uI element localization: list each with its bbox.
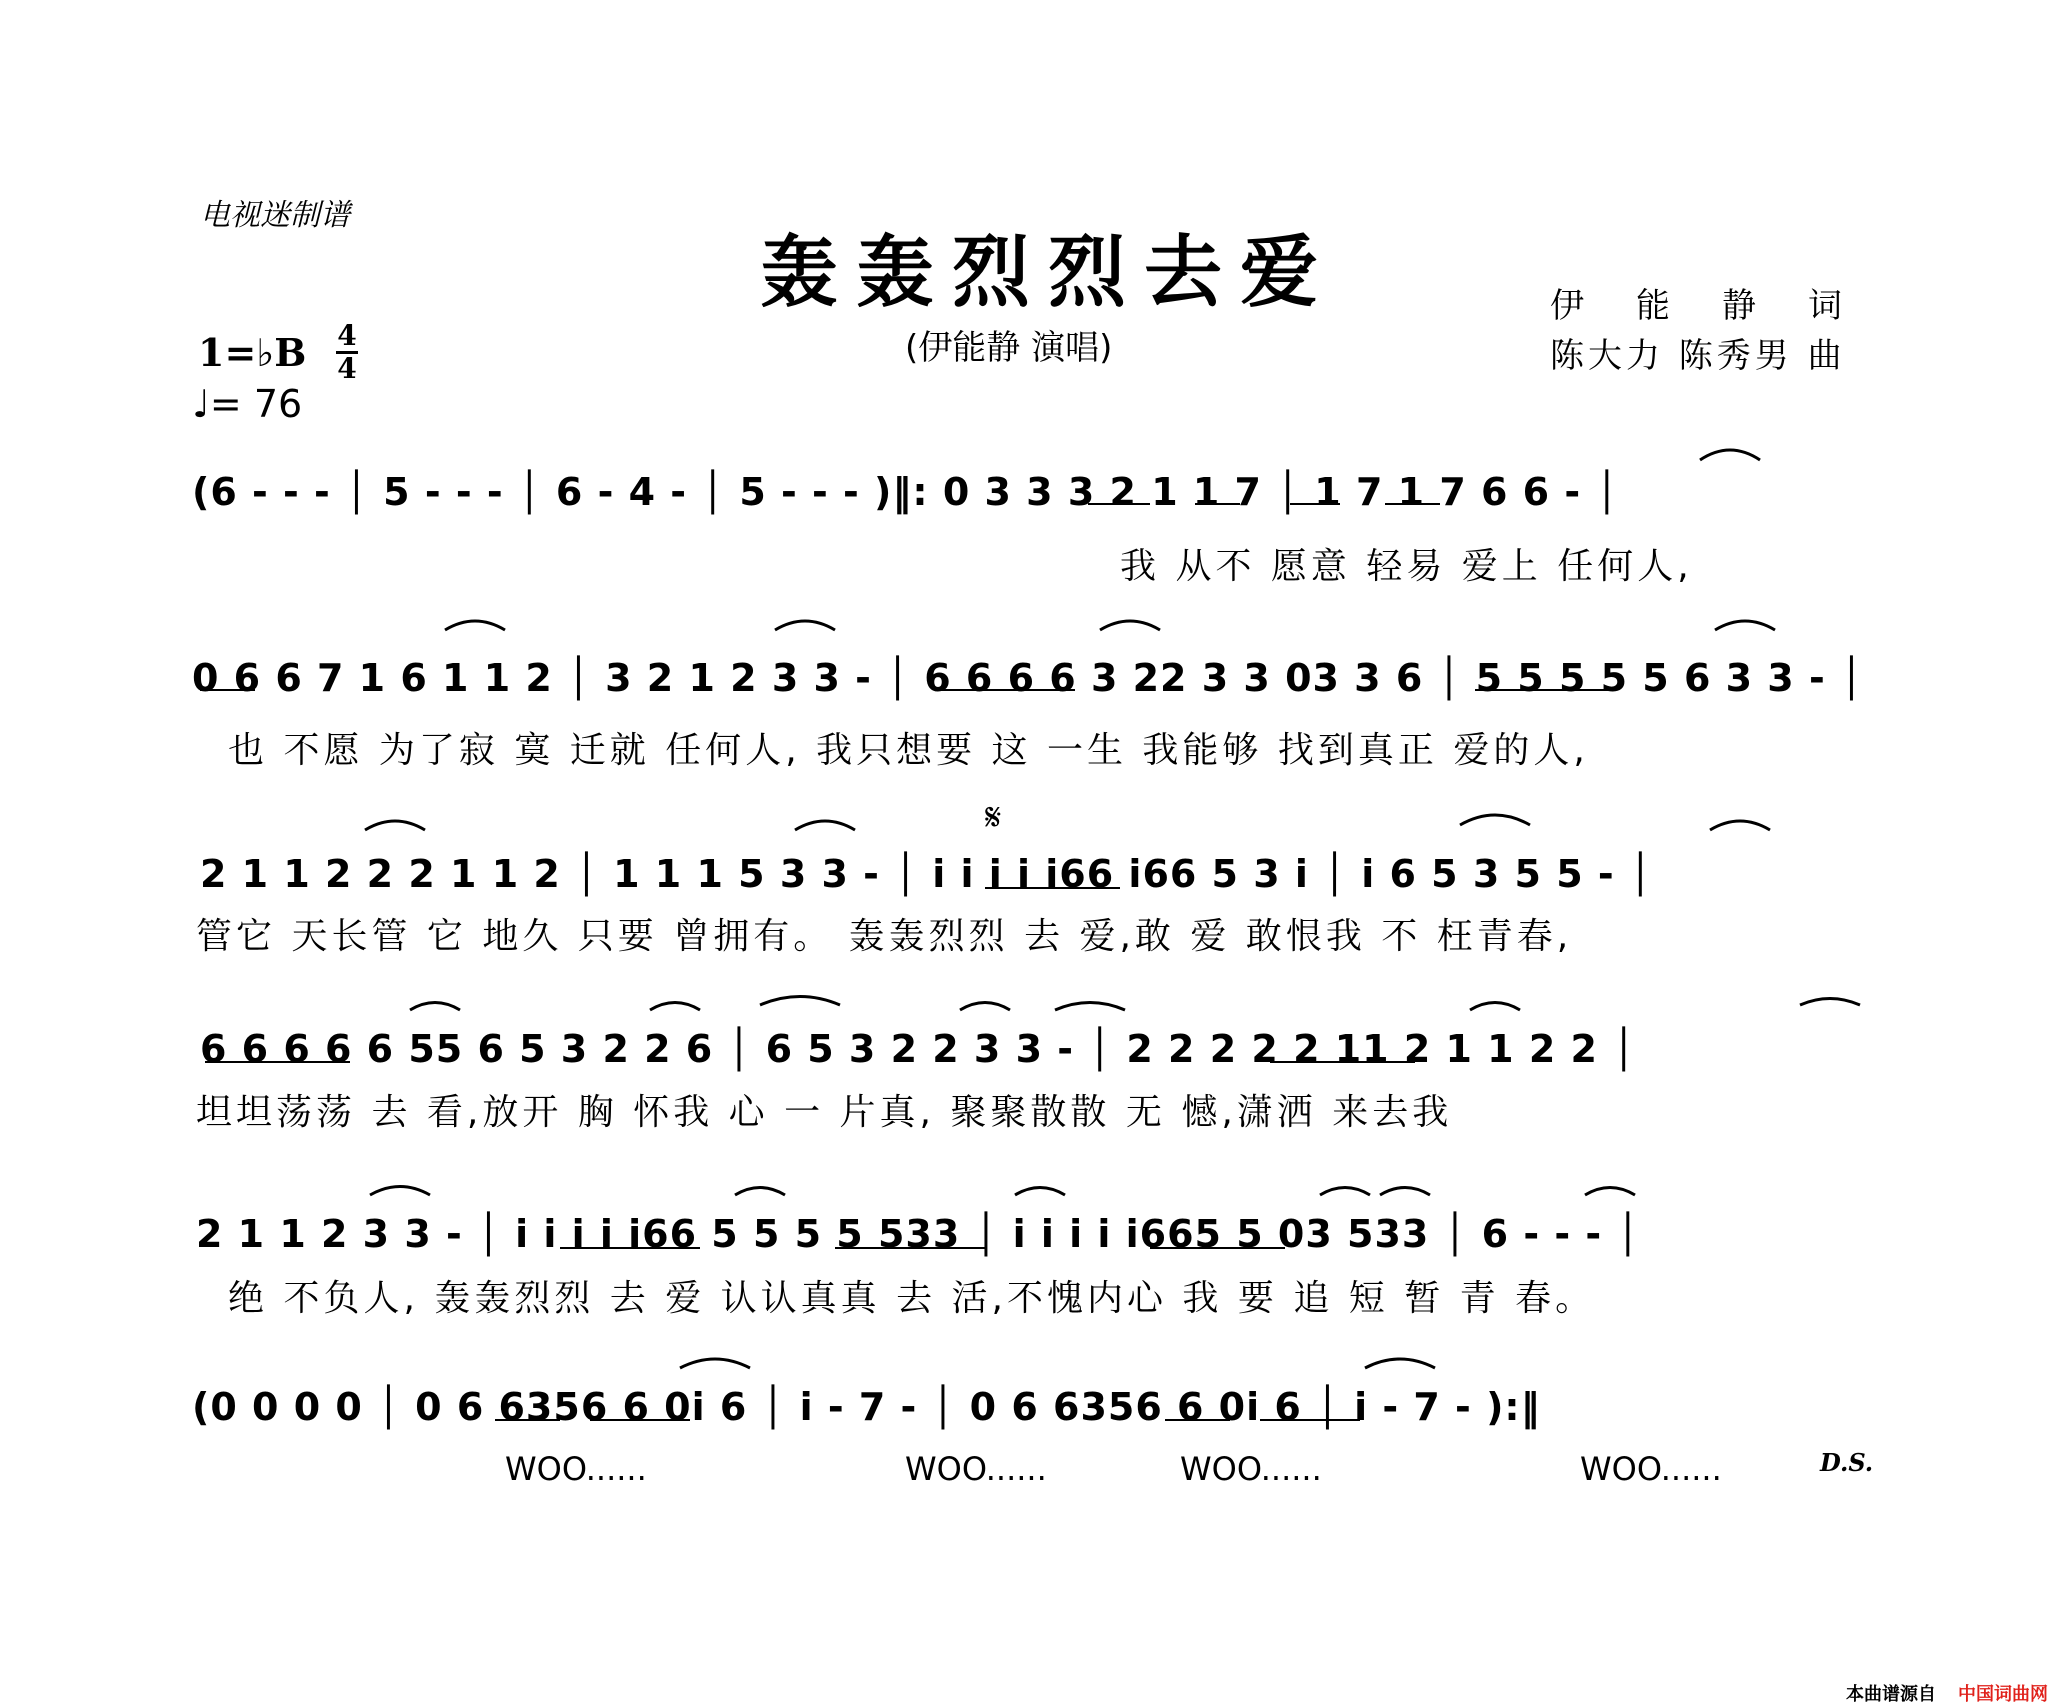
notation-row-1: (6 - - - │ 5 - - - │ 6 - 4 - │ 5 - - - )‖: 0 3 3 3 2 1 1 7 │ 1 7 1 7 6 6 - │ — [192, 470, 1620, 514]
woo-lyric-1: WOO...... — [505, 1450, 647, 1488]
slur — [1460, 815, 1530, 825]
lyrics-row-5: 绝 不负人, 轰轰烈烈 去 爱 认认真真 去 活,不愧内心 我 要 追 短 暂 青 春。 — [228, 1278, 1596, 1319]
maker-credit: 电视迷制谱 — [200, 198, 350, 233]
slur — [1100, 621, 1160, 630]
segno-sign: 𝄋 — [985, 795, 1002, 839]
slur — [680, 1359, 750, 1368]
slur — [760, 997, 840, 1006]
notation-row-3: 2 1 1 2 2 2 1 1 2 │ 1 1 1 5 3 3 - │ i i i i i66 i66 5 3 i │ i 6 5 3 5 5 - │ — [200, 852, 1653, 896]
slur — [795, 821, 855, 830]
lyrics-row-2: 也 不愿 为了寂 寞 迁就 任何人, 我只想要 这 一生 我能够 找到真正 爱的人, — [228, 730, 1589, 771]
slur — [1800, 999, 1860, 1006]
slur — [735, 1188, 785, 1196]
slur — [365, 821, 425, 830]
woo-lyric-4: WOO...... — [1580, 1450, 1722, 1488]
slur — [1015, 1188, 1065, 1196]
slur — [1365, 1359, 1435, 1368]
slur — [775, 621, 835, 630]
slur — [1715, 621, 1775, 630]
notation-row-6: (0 0 0 0 │ 0 6 6356 6 0i 6 │ i - 7 - │ 0 6 6356 6 0i 6 │ i - 7 - ):‖ — [192, 1385, 1541, 1429]
lyrics-row-3: 管它 天长管 它 地久 只要 曾拥有。 轰轰烈烈 去 爱,敢 爱 敢恨我 不 枉青春, — [196, 916, 1573, 957]
source-label: 本曲谱源自 — [1846, 1684, 1936, 1705]
singer-credit: (伊能静 演唱) — [905, 328, 1113, 368]
slur — [1055, 1003, 1125, 1011]
slur — [445, 621, 505, 630]
slur — [960, 1003, 1010, 1011]
lyrics-row-4: 坦坦荡荡 去 看,放开 胸 怀我 心 一 片真, 聚聚散散 无 憾,潇洒 来去我 — [196, 1092, 1453, 1133]
slur — [1380, 1188, 1430, 1196]
dal-segno-mark: D.S. — [1820, 1448, 1874, 1477]
slur — [410, 1003, 460, 1011]
lyrics-row-1: 我 从不 愿意 轻易 爱上 任何人, — [1120, 546, 1693, 587]
slur — [1320, 1188, 1370, 1196]
slur — [1710, 821, 1770, 830]
woo-lyric-3: WOO...... — [1180, 1450, 1322, 1488]
time-bottom: 4 — [337, 352, 357, 385]
tempo-marking: ♩= 76 — [192, 382, 303, 426]
slur — [650, 1003, 700, 1011]
slur — [370, 1187, 430, 1196]
key-signature: 1=♭B — [198, 330, 307, 375]
song-title: 轰轰烈烈去爱 — [760, 227, 1337, 318]
slur — [1700, 450, 1760, 460]
composer-credit: 陈大力 陈秀男 曲 — [1550, 336, 1846, 376]
slur — [1470, 1003, 1520, 1011]
woo-lyric-2: WOO...... — [905, 1450, 1047, 1488]
notation-row-2: 0 6 6 7 1 6 1 1 2 │ 3 2 1 2 3 3 - │ 6 6 6 6 3 22 3 3 03 3 6 │ 5 5 5 5 5 6 3 3 - │ — [192, 656, 1864, 700]
slur — [1585, 1188, 1635, 1196]
lyricist-credit: 伊能静词 — [1550, 286, 1894, 326]
notation-row-4: 6 6 6 6 6 55 6 5 3 2 2 6 │ 6 5 3 2 2 3 3 - │ 2 2 2 2 2 11 2 1 1 2 2 │ — [200, 1027, 1637, 1071]
notation-row-5: 2 1 1 2 3 3 - │ i i i i i66 5 5 5 5 533 │ i i i i i665 5 03 533 │ 6 - - - │ — [196, 1212, 1641, 1256]
site-name[interactable]: 中国词曲网 — [1958, 1684, 2048, 1705]
time-top: 4 — [337, 319, 357, 352]
